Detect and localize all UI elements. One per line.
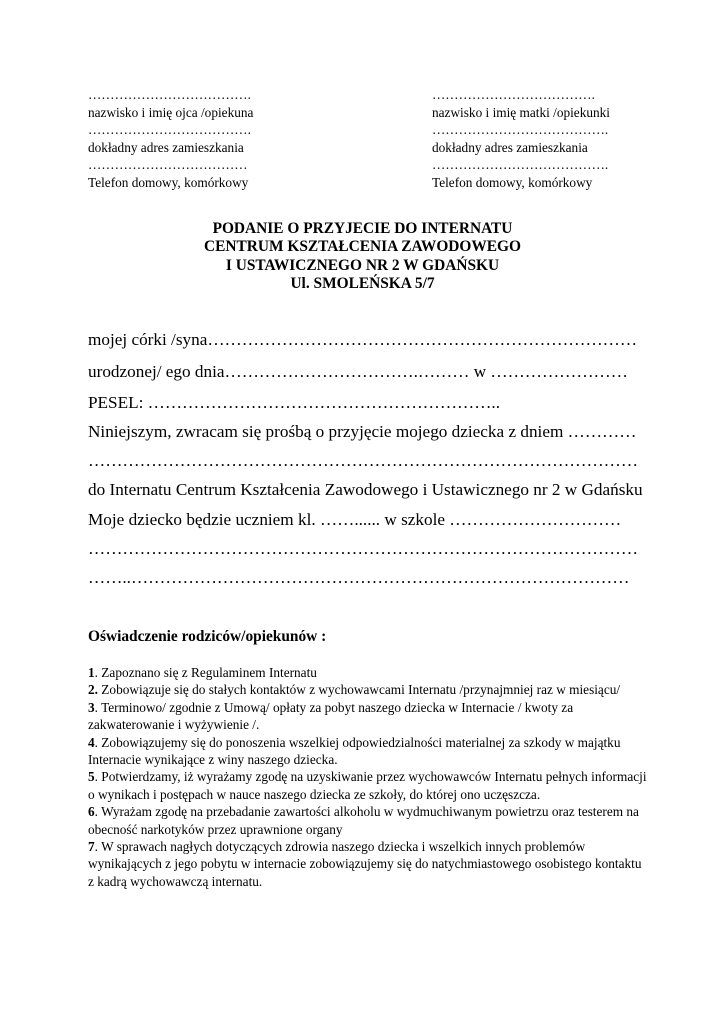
father-phone-dots: ……………………………… — [88, 157, 248, 173]
title-line: Ul. SMOLEŃSKA 5/7 — [290, 275, 435, 293]
declaration-item: 2. Zobowiązuje się do stałych kontaktów z wychowawcami Internatu /przynajmniej raz w miesiącu/ — [88, 682, 621, 698]
father-info-block — [88, 86, 253, 192]
title-line: I USTAWICZNEGO NR 2 W GDAŃSKU — [225, 256, 500, 274]
father-address-label: dokładny adres zamieszkania — [88, 139, 244, 155]
declaration-item: 4. Zobowiązujemy się do ponoszenia wszelkiej odpowiedzialności materialnej za szkody w majątku Internacie wynikające z winy naszego dziecka. — [88, 734, 621, 768]
school-continuation-line: …………………………………………………………………………………… — [88, 539, 638, 558]
declaration-list — [88, 664, 648, 890]
mother-name-label: nazwisko i imię matki /opiekunki — [432, 104, 611, 120]
father-address-dots: ………………………………. — [88, 122, 251, 138]
father-name-dots: ………………………………. — [88, 87, 251, 102]
declaration-item: 6. Wyrażam zgodę na przebadanie zawartości alkoholu w wydmuchiwanym powietrzu oraz testerem na obecność narkotyków przez uprawnione organy — [88, 804, 639, 837]
internat-line: do Internatu Centrum Kształcenia Zawodowego i Ustawicznego nr 2 w Gdańsku — [88, 480, 643, 499]
document-title — [0, 220, 725, 294]
declaration-heading: Oświadczenie rodziców/opiekunów : — [88, 628, 327, 645]
child-name-line: mojej córki /syna………………………………………………………………… — [88, 330, 638, 349]
mother-name-dots: ………………………………. — [432, 87, 595, 102]
request-continuation-line: …………………………………………………………………………………… — [88, 451, 638, 470]
pesel-line: PESEL: …………………………………………………….. — [88, 393, 501, 412]
father-phone-label: Telefon domowy, komórkowy — [88, 174, 249, 190]
mother-phone-dots: …………………………………. — [432, 157, 609, 173]
school-continuation-line-2: ……..…………………………………………………………………………… — [88, 568, 630, 587]
title-line: PODANIE O PRZYJECIE DO INTERNATU — [212, 220, 513, 237]
request-line: Niniejszym, zwracam się prośbą o przyjęcie mojego dziecka z dniem ………… — [88, 422, 637, 441]
declaration-item: 1. Zapoznano się z Regulaminem Internatu — [88, 665, 317, 680]
title-line: CENTRUM KSZTAŁCENIA ZAWODOWEGO — [204, 238, 521, 256]
birth-date-line: urodzonej/ ego dnia…………………………….……… w …………………… — [88, 362, 628, 381]
mother-address-dots: …………………………………. — [432, 122, 609, 138]
declaration-item: 5. Potwierdzamy, iż wyrażamy zgodę na uzyskiwanie przez wychowawców Internatu pełnych informacji o wynikach i postępach w nauce naszego dziecka ze szkoły, do której ono uczęszcza. — [88, 769, 647, 802]
mother-phone-label: Telefon domowy, komórkowy — [432, 174, 593, 190]
declaration-item: 3. Terminowo/ zgodnie z Umową/ opłaty za pobyt naszego dziecka w Internacie / kwoty za zakwaterowanie i wyżywienie /. — [88, 699, 574, 733]
declaration-item: 7. W sprawach nagłych dotyczących zdrowia naszego dziecka i wszelkich innych problemów wynikających z jego pobytu w internacie zobowiązujemy się do natychmiastowego osobistego kontaktu z kadrą wychowawczą internatu. — [88, 839, 642, 889]
father-name-label: nazwisko i imię ojca /opiekuna — [88, 104, 254, 120]
mother-info-block — [432, 86, 610, 192]
mother-address-label: dokładny adres zamieszkania — [432, 139, 588, 155]
school-class-line: Moje dziecko będzie uczniem kl. ……...... w szkole ………………………… — [88, 510, 622, 529]
